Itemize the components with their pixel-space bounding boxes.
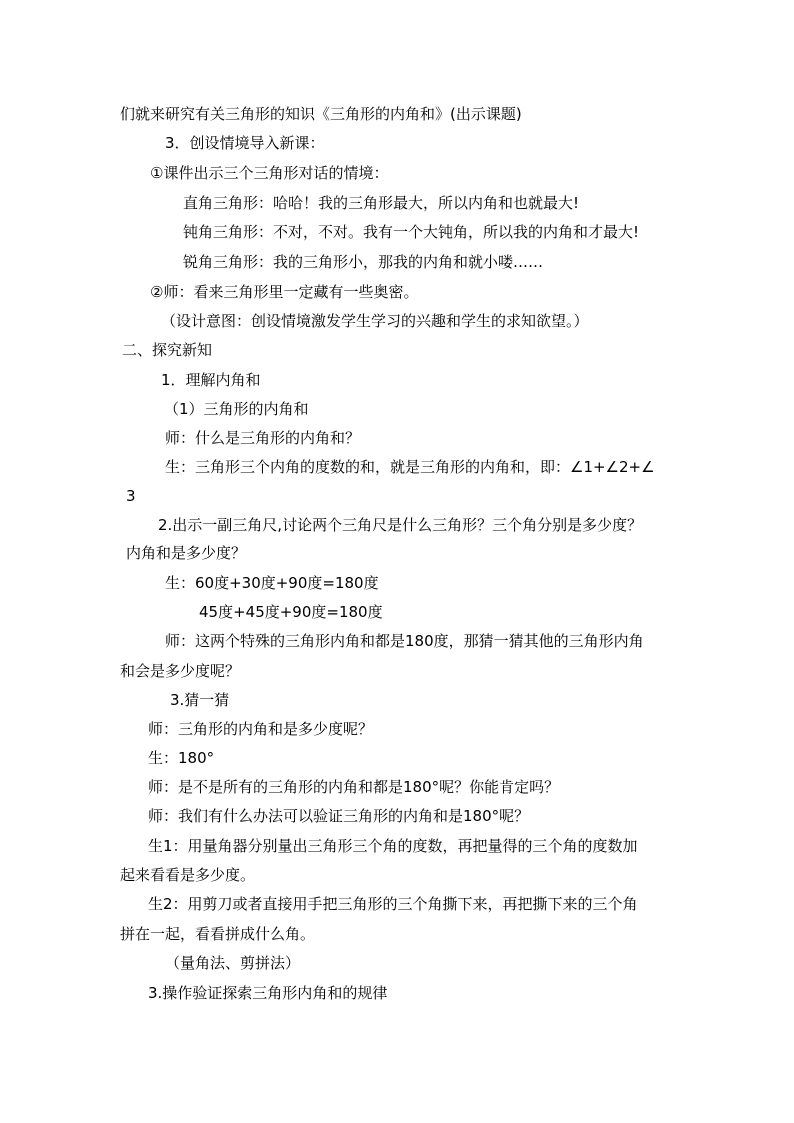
text-line: 内角和是多少度？	[126, 544, 247, 562]
text-line: 3.操作验证探索三角形内角和的规律	[148, 984, 388, 1002]
text-line: 师：三角形的内角和是多少度呢？	[148, 720, 374, 738]
text-line: 们就来研究有关三角形的知识《三角形的内角和》(出示课题)	[120, 105, 522, 123]
text-line: （量角法、剪拼法）	[165, 954, 301, 972]
text-line: 1．理解内角和	[161, 371, 261, 389]
text-line: 生：180°	[148, 749, 215, 767]
text-line: 起来看看是多少度。	[120, 866, 256, 884]
text-line: 师：是不是所有的三角形的内角和都是180°呢？你能肯定吗？	[148, 778, 560, 796]
text-line: 生2：用剪刀或者直接用手把三角形的三个角撕下来，再把撕下来的三个角	[148, 895, 638, 913]
text-line: （1）三角形的内角和	[164, 400, 309, 418]
text-line: 和会是多少度呢？	[120, 662, 241, 680]
section-heading: 二、探究新知	[122, 341, 213, 359]
text-line: 3	[126, 487, 136, 505]
text-line: ①课件出示三个三角形对话的情境：	[150, 164, 389, 182]
text-line: （设计意图：创设情境激发学生学习的兴趣和学生的求知欲望。）	[161, 312, 589, 330]
text-line: 直角三角形：哈哈！我的三角形最大，所以内角和也就最大!	[183, 194, 580, 212]
text-line: 生：三角形三个内角的度数的和，就是三角形的内角和，即：∠1+∠2+∠	[165, 458, 655, 476]
text-line: 师：什么是三角形的内角和？	[165, 429, 361, 447]
text-line: 2.出示一副三角尺,讨论两个三角尺是什么三角形？三个角分别是多少度？	[158, 516, 643, 534]
text-line: 师：这两个特殊的三角形内角和都是180度，那猜一猜其他的三角形内角	[165, 632, 644, 650]
text-line: 3.猜一猜	[170, 691, 230, 709]
text-line: 生1：用量角器分别量出三角形三个角的度数，再把量得的三个角的度数加	[148, 837, 638, 855]
text-line: 3．创设情境导入新课：	[165, 134, 325, 152]
text-line: 45度+45度+90度=180度	[199, 603, 383, 621]
text-line: 钝角三角形：不对，不对。我有一个大钝角，所以我的内角和才最大!	[183, 223, 640, 241]
text-line: ②师：看来三角形里一定藏有一些奥密。	[150, 283, 419, 301]
text-line: 拼在一起，看看拼成什么角。	[120, 925, 316, 943]
text-line: 师：我们有什么办法可以验证三角形的内角和是180°呢？	[148, 807, 530, 825]
text-line: 锐角三角形：我的三角形小，那我的内角和就小喽……	[183, 253, 544, 271]
text-line: 生：60度+30度+90度=180度	[165, 574, 379, 592]
